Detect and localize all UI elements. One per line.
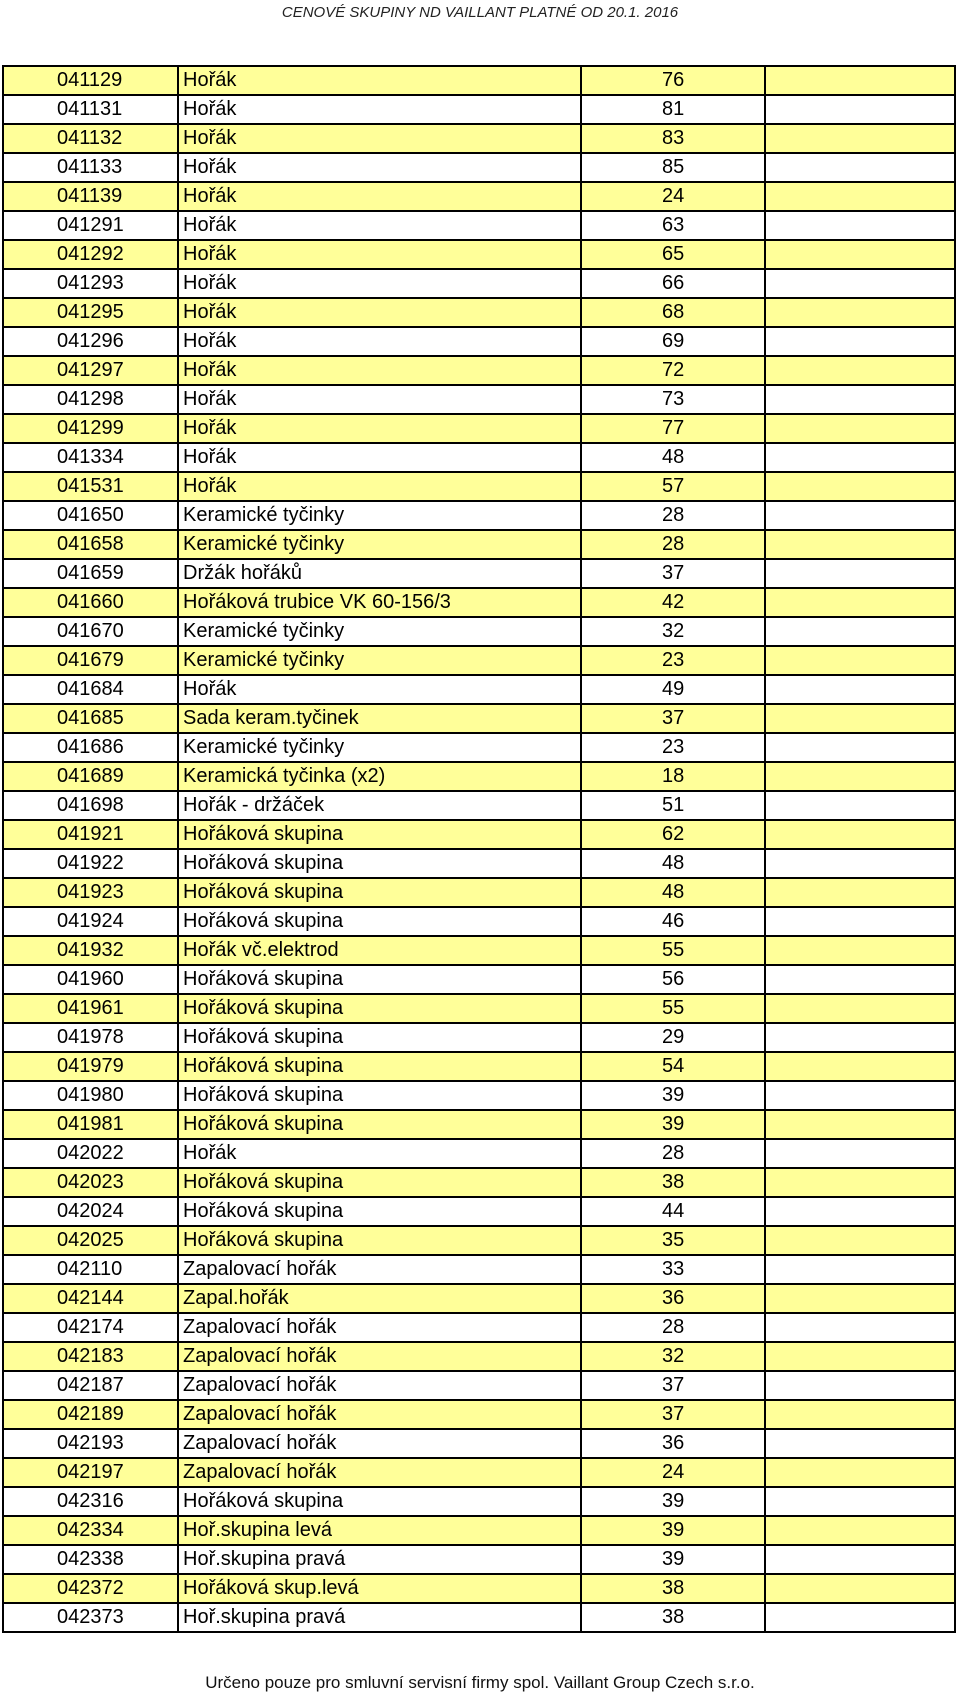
part-number-cell: 041979 xyxy=(3,1052,178,1081)
table-row xyxy=(3,66,955,95)
empty-cell xyxy=(765,472,955,501)
empty-cell xyxy=(765,1110,955,1139)
part-name-cell: Hořáková skupina xyxy=(178,1081,581,1110)
part-name-cell: Keramická tyčinka (x2) xyxy=(178,762,581,791)
table-row xyxy=(3,617,955,646)
part-name-cell: Zapalovací hořák xyxy=(178,1255,581,1284)
empty-cell xyxy=(765,1168,955,1197)
part-name-cell: Hořáková skupina xyxy=(178,820,581,849)
part-name-cell: Hořák xyxy=(178,124,581,153)
part-number-cell: 041924 xyxy=(3,907,178,936)
price-group-cell: 28 xyxy=(581,1313,765,1342)
price-group-cell: 57 xyxy=(581,472,765,501)
part-name-cell: Hořáková skupina xyxy=(178,994,581,1023)
price-group-cell: 38 xyxy=(581,1168,765,1197)
part-name-cell: Hoř.skupina pravá xyxy=(178,1545,581,1574)
price-group-cell: 36 xyxy=(581,1429,765,1458)
table-row xyxy=(3,1429,955,1458)
empty-cell xyxy=(765,124,955,153)
part-number-cell: 042197 xyxy=(3,1458,178,1487)
price-group-cell: 55 xyxy=(581,936,765,965)
empty-cell xyxy=(765,704,955,733)
table-row xyxy=(3,211,955,240)
part-name-cell: Hořák xyxy=(178,1139,581,1168)
table-row xyxy=(3,733,955,762)
empty-cell xyxy=(765,240,955,269)
part-name-cell: Hořák xyxy=(178,269,581,298)
part-name-cell: Hoř.skupina levá xyxy=(178,1516,581,1545)
part-number-cell: 041978 xyxy=(3,1023,178,1052)
part-name-cell: Hořáková skupina xyxy=(178,1023,581,1052)
table-row xyxy=(3,1371,955,1400)
empty-cell xyxy=(765,182,955,211)
part-number-cell: 041291 xyxy=(3,211,178,240)
table-row xyxy=(3,588,955,617)
table-body xyxy=(3,66,955,1632)
price-group-cell: 62 xyxy=(581,820,765,849)
table-row xyxy=(3,1313,955,1342)
part-name-cell: Hořáková skupina xyxy=(178,965,581,994)
part-number-cell: 042110 xyxy=(3,1255,178,1284)
part-name-cell: Keramické tyčinky xyxy=(178,530,581,559)
price-group-cell: 39 xyxy=(581,1545,765,1574)
price-group-cell: 24 xyxy=(581,182,765,211)
price-group-cell: 36 xyxy=(581,1284,765,1313)
price-group-cell: 48 xyxy=(581,849,765,878)
price-group-cell: 55 xyxy=(581,994,765,1023)
table-row xyxy=(3,1255,955,1284)
empty-cell xyxy=(765,907,955,936)
part-name-cell: Zapal.hořák xyxy=(178,1284,581,1313)
empty-cell xyxy=(765,95,955,124)
table-row xyxy=(3,298,955,327)
table-row xyxy=(3,1574,955,1603)
part-number-cell: 041293 xyxy=(3,269,178,298)
empty-cell xyxy=(765,1342,955,1371)
empty-cell xyxy=(765,1545,955,1574)
part-number-cell: 042022 xyxy=(3,1139,178,1168)
part-number-cell: 041981 xyxy=(3,1110,178,1139)
part-number-cell: 041299 xyxy=(3,414,178,443)
price-group-cell: 18 xyxy=(581,762,765,791)
empty-cell xyxy=(765,1487,955,1516)
part-name-cell: Hořák xyxy=(178,95,581,124)
empty-cell xyxy=(765,1255,955,1284)
empty-cell xyxy=(765,878,955,907)
empty-cell xyxy=(765,501,955,530)
part-number-cell: 041296 xyxy=(3,327,178,356)
empty-cell xyxy=(765,530,955,559)
table-row xyxy=(3,472,955,501)
part-number-cell: 041980 xyxy=(3,1081,178,1110)
part-number-cell: 041921 xyxy=(3,820,178,849)
part-name-cell: Zapalovací hořák xyxy=(178,1400,581,1429)
price-group-cell: 46 xyxy=(581,907,765,936)
part-name-cell: Zapalovací hořák xyxy=(178,1429,581,1458)
part-number-cell: 042193 xyxy=(3,1429,178,1458)
part-number-cell: 041650 xyxy=(3,501,178,530)
table-row xyxy=(3,124,955,153)
part-number-cell: 041660 xyxy=(3,588,178,617)
price-group-cell: 77 xyxy=(581,414,765,443)
empty-cell xyxy=(765,356,955,385)
price-group-cell: 65 xyxy=(581,240,765,269)
part-name-cell: Hořáková skupina xyxy=(178,849,581,878)
table-row xyxy=(3,1110,955,1139)
empty-cell xyxy=(765,617,955,646)
price-group-cell: 35 xyxy=(581,1226,765,1255)
price-group-cell: 76 xyxy=(581,66,765,95)
table-row xyxy=(3,1139,955,1168)
table-row xyxy=(3,646,955,675)
part-number-cell: 042189 xyxy=(3,1400,178,1429)
part-number-cell: 041298 xyxy=(3,385,178,414)
table-row xyxy=(3,936,955,965)
price-group-cell: 49 xyxy=(581,675,765,704)
part-name-cell: Hořáková skup.levá xyxy=(178,1574,581,1603)
price-group-cell: 39 xyxy=(581,1487,765,1516)
part-number-cell: 041689 xyxy=(3,762,178,791)
page-header: CENOVÉ SKUPINY ND VAILLANT PLATNÉ OD 20.1. 2016 xyxy=(281,4,679,21)
part-name-cell: Hořák xyxy=(178,356,581,385)
part-name-cell: Hořáková skupina xyxy=(178,1197,581,1226)
part-name-cell: Hořák xyxy=(178,182,581,211)
price-group-cell: 28 xyxy=(581,530,765,559)
price-group-cell: 51 xyxy=(581,791,765,820)
table-row xyxy=(3,1197,955,1226)
part-number-cell: 041670 xyxy=(3,617,178,646)
part-number-cell: 041129 xyxy=(3,66,178,95)
table-row xyxy=(3,153,955,182)
table-row xyxy=(3,269,955,298)
empty-cell xyxy=(765,385,955,414)
empty-cell xyxy=(765,1516,955,1545)
part-number-cell: 042373 xyxy=(3,1603,178,1632)
table-row xyxy=(3,1052,955,1081)
price-group-cell: 54 xyxy=(581,1052,765,1081)
table-row xyxy=(3,1284,955,1313)
part-number-cell: 041922 xyxy=(3,849,178,878)
part-number-cell: 041132 xyxy=(3,124,178,153)
empty-cell xyxy=(765,1400,955,1429)
part-name-cell: Hořák xyxy=(178,385,581,414)
empty-cell xyxy=(765,414,955,443)
part-number-cell: 042316 xyxy=(3,1487,178,1516)
table-row xyxy=(3,327,955,356)
price-group-cell: 39 xyxy=(581,1081,765,1110)
part-name-cell: Zapalovací hořák xyxy=(178,1313,581,1342)
empty-cell xyxy=(765,1197,955,1226)
table-row xyxy=(3,95,955,124)
part-number-cell: 042187 xyxy=(3,1371,178,1400)
empty-cell xyxy=(765,1458,955,1487)
table-row xyxy=(3,762,955,791)
price-group-cell: 38 xyxy=(581,1603,765,1632)
part-name-cell: Hořák xyxy=(178,240,581,269)
part-name-cell: Hořák vč.elektrod xyxy=(178,936,581,965)
empty-cell xyxy=(765,646,955,675)
price-group-cell: 23 xyxy=(581,646,765,675)
part-number-cell: 042144 xyxy=(3,1284,178,1313)
price-group-cell: 66 xyxy=(581,269,765,298)
empty-cell xyxy=(765,965,955,994)
part-name-cell: Hořák xyxy=(178,675,581,704)
price-group-cell: 44 xyxy=(581,1197,765,1226)
part-number-cell: 042023 xyxy=(3,1168,178,1197)
empty-cell xyxy=(765,1023,955,1052)
part-number-cell: 041932 xyxy=(3,936,178,965)
part-number-cell: 041960 xyxy=(3,965,178,994)
part-name-cell: Keramické tyčinky xyxy=(178,617,581,646)
price-group-cell: 72 xyxy=(581,356,765,385)
table-row xyxy=(3,791,955,820)
empty-cell xyxy=(765,327,955,356)
price-group-table xyxy=(2,65,956,1633)
part-number-cell: 042025 xyxy=(3,1226,178,1255)
part-number-cell: 041684 xyxy=(3,675,178,704)
table-row xyxy=(3,356,955,385)
part-name-cell: Hořák xyxy=(178,211,581,240)
part-name-cell: Hořák xyxy=(178,298,581,327)
table-row xyxy=(3,414,955,443)
part-name-cell: Keramické tyčinky xyxy=(178,733,581,762)
empty-cell xyxy=(765,733,955,762)
empty-cell xyxy=(765,791,955,820)
price-group-cell: 83 xyxy=(581,124,765,153)
empty-cell xyxy=(765,66,955,95)
price-group-cell: 37 xyxy=(581,559,765,588)
table-row xyxy=(3,820,955,849)
empty-cell xyxy=(765,762,955,791)
price-group-cell: 23 xyxy=(581,733,765,762)
part-number-cell: 041295 xyxy=(3,298,178,327)
table-row xyxy=(3,878,955,907)
part-name-cell: Hořáková trubice VK 60-156/3 xyxy=(178,588,581,617)
price-group-cell: 39 xyxy=(581,1516,765,1545)
part-number-cell: 041659 xyxy=(3,559,178,588)
part-number-cell: 042338 xyxy=(3,1545,178,1574)
table-row xyxy=(3,965,955,994)
part-number-cell: 041292 xyxy=(3,240,178,269)
part-name-cell: Hořáková skupina xyxy=(178,1168,581,1197)
table-row xyxy=(3,1516,955,1545)
part-name-cell: Zapalovací hořák xyxy=(178,1458,581,1487)
price-group-cell: 28 xyxy=(581,501,765,530)
table-row xyxy=(3,1168,955,1197)
part-name-cell: Hořák xyxy=(178,414,581,443)
empty-cell xyxy=(765,1574,955,1603)
part-name-cell: Hořák xyxy=(178,327,581,356)
part-number-cell: 041698 xyxy=(3,791,178,820)
price-group-cell: 28 xyxy=(581,1139,765,1168)
part-name-cell: Keramické tyčinky xyxy=(178,501,581,530)
page-footer: Určeno pouze pro smluvní servisní firmy spol. Vaillant Group Czech s.r.o. xyxy=(205,1673,755,1692)
part-number-cell: 042024 xyxy=(3,1197,178,1226)
part-name-cell: Hořáková skupina xyxy=(178,1052,581,1081)
part-number-cell: 042334 xyxy=(3,1516,178,1545)
empty-cell xyxy=(765,1284,955,1313)
part-number-cell: 041531 xyxy=(3,472,178,501)
empty-cell xyxy=(765,269,955,298)
empty-cell xyxy=(765,588,955,617)
price-group-cell: 24 xyxy=(581,1458,765,1487)
table-row xyxy=(3,1545,955,1574)
price-group-cell: 37 xyxy=(581,704,765,733)
table-row xyxy=(3,1487,955,1516)
part-number-cell: 041297 xyxy=(3,356,178,385)
empty-cell xyxy=(765,1603,955,1632)
empty-cell xyxy=(765,298,955,327)
price-group-cell: 37 xyxy=(581,1371,765,1400)
part-name-cell: Sada keram.tyčinek xyxy=(178,704,581,733)
part-name-cell: Hoř.skupina pravá xyxy=(178,1603,581,1632)
part-number-cell: 041961 xyxy=(3,994,178,1023)
price-group-cell: 69 xyxy=(581,327,765,356)
table-row xyxy=(3,1603,955,1632)
empty-cell xyxy=(765,1429,955,1458)
part-name-cell: Hořáková skupina xyxy=(178,1487,581,1516)
table-row xyxy=(3,1342,955,1371)
price-group-cell: 85 xyxy=(581,153,765,182)
part-name-cell: Hořáková skupina xyxy=(178,1110,581,1139)
part-number-cell: 041334 xyxy=(3,443,178,472)
price-group-cell: 37 xyxy=(581,1400,765,1429)
price-group-cell: 29 xyxy=(581,1023,765,1052)
table-row xyxy=(3,182,955,211)
table-row xyxy=(3,240,955,269)
empty-cell xyxy=(765,994,955,1023)
part-name-cell: Hořáková skupina xyxy=(178,878,581,907)
part-number-cell: 042174 xyxy=(3,1313,178,1342)
price-group-cell: 68 xyxy=(581,298,765,327)
part-number-cell: 041679 xyxy=(3,646,178,675)
empty-cell xyxy=(765,211,955,240)
part-name-cell: Hořák - držáček xyxy=(178,791,581,820)
part-number-cell: 041686 xyxy=(3,733,178,762)
empty-cell xyxy=(765,443,955,472)
table-row xyxy=(3,559,955,588)
price-group-cell: 38 xyxy=(581,1574,765,1603)
part-name-cell: Zapalovací hořák xyxy=(178,1342,581,1371)
price-group-cell: 73 xyxy=(581,385,765,414)
empty-cell xyxy=(765,559,955,588)
part-name-cell: Hořáková skupina xyxy=(178,1226,581,1255)
empty-cell xyxy=(765,1371,955,1400)
table-row xyxy=(3,1226,955,1255)
part-number-cell: 041685 xyxy=(3,704,178,733)
part-number-cell: 041923 xyxy=(3,878,178,907)
empty-cell xyxy=(765,1139,955,1168)
table-row xyxy=(3,907,955,936)
price-group-cell: 63 xyxy=(581,211,765,240)
part-name-cell: Držák hořáků xyxy=(178,559,581,588)
table-row xyxy=(3,1400,955,1429)
price-group-cell: 33 xyxy=(581,1255,765,1284)
part-name-cell: Hořák xyxy=(178,472,581,501)
part-number-cell: 041133 xyxy=(3,153,178,182)
empty-cell xyxy=(765,1052,955,1081)
table-row xyxy=(3,501,955,530)
table-row xyxy=(3,704,955,733)
table-row xyxy=(3,1081,955,1110)
price-group-cell: 32 xyxy=(581,1342,765,1371)
table-row xyxy=(3,443,955,472)
price-group-cell: 48 xyxy=(581,878,765,907)
table-row xyxy=(3,675,955,704)
price-group-cell: 48 xyxy=(581,443,765,472)
part-name-cell: Keramické tyčinky xyxy=(178,646,581,675)
part-number-cell: 041139 xyxy=(3,182,178,211)
part-name-cell: Hořák xyxy=(178,153,581,182)
table-row xyxy=(3,1023,955,1052)
table-row xyxy=(3,994,955,1023)
price-group-cell: 32 xyxy=(581,617,765,646)
price-group-cell: 81 xyxy=(581,95,765,124)
price-group-cell: 42 xyxy=(581,588,765,617)
price-group-cell: 56 xyxy=(581,965,765,994)
part-name-cell: Hořáková skupina xyxy=(178,907,581,936)
part-name-cell: Hořák xyxy=(178,66,581,95)
empty-cell xyxy=(765,1226,955,1255)
part-number-cell: 041131 xyxy=(3,95,178,124)
table-row xyxy=(3,530,955,559)
table-row xyxy=(3,385,955,414)
price-group-cell: 39 xyxy=(581,1110,765,1139)
part-name-cell: Zapalovací hořák xyxy=(178,1371,581,1400)
empty-cell xyxy=(765,849,955,878)
part-name-cell: Hořák xyxy=(178,443,581,472)
empty-cell xyxy=(765,1081,955,1110)
table-row xyxy=(3,849,955,878)
part-number-cell: 041658 xyxy=(3,530,178,559)
table-row xyxy=(3,1458,955,1487)
empty-cell xyxy=(765,936,955,965)
part-number-cell: 042183 xyxy=(3,1342,178,1371)
empty-cell xyxy=(765,1313,955,1342)
part-number-cell: 042372 xyxy=(3,1574,178,1603)
empty-cell xyxy=(765,820,955,849)
empty-cell xyxy=(765,153,955,182)
empty-cell xyxy=(765,675,955,704)
